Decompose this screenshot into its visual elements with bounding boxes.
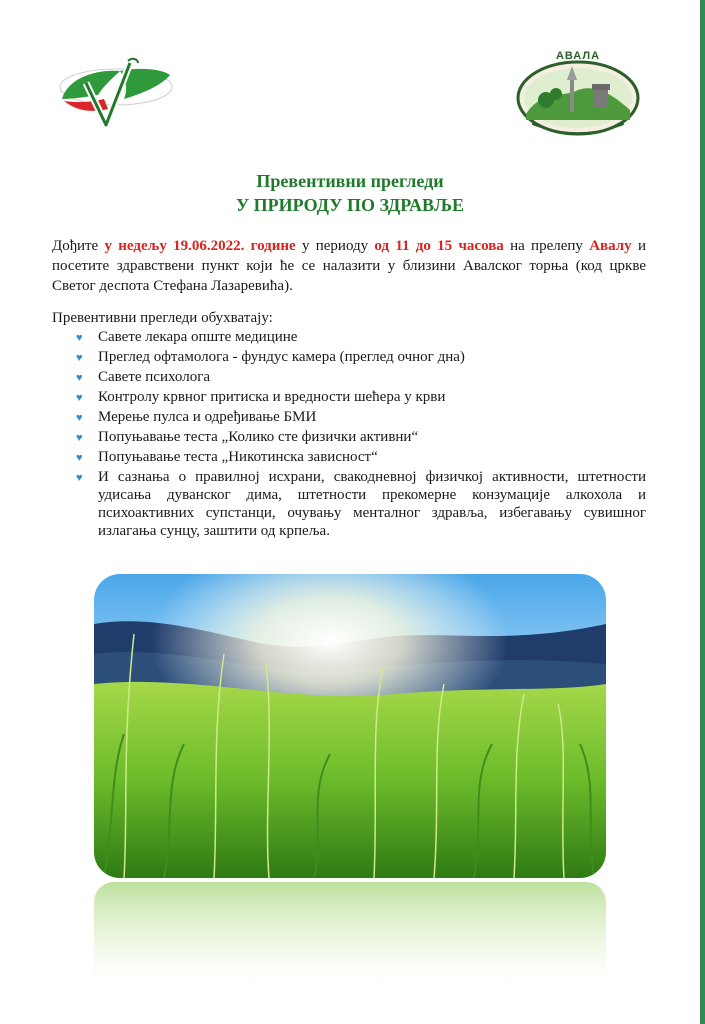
heart-bullet-icon: ♥	[76, 352, 83, 364]
list-item: ♥ Контролу крвног притиска и вредности шећера у крви	[76, 389, 446, 405]
photo-reflection	[94, 882, 606, 992]
event-place: Авалу	[589, 238, 632, 254]
nature-photo	[94, 574, 606, 878]
list-item: ♥ Савете лекара опште медицине	[76, 329, 298, 345]
page-right-border	[700, 0, 705, 1024]
list-item: ♥ Преглед офтамолога - фундус камера (преглед очног дна)	[76, 349, 465, 365]
event-date: у недељу 19.06.2022. године	[104, 238, 296, 254]
services-list	[76, 328, 646, 542]
avala-logo	[512, 50, 644, 142]
heart-bullet-icon: ♥	[76, 332, 83, 344]
heart-bullet-icon: ♥	[76, 392, 83, 404]
event-time: од 11 до 15 часова	[374, 238, 504, 254]
list-item: ♥ Савете психолога	[76, 369, 211, 385]
intro-text-2: у периоду	[295, 238, 375, 254]
heart-bullet-icon: ♥	[76, 372, 83, 384]
avala-logo-text: АВАЛА	[555, 50, 601, 62]
heart-bullet-icon: ♥	[76, 472, 83, 484]
intro-paragraph	[52, 236, 646, 296]
list-item: ♥ Мерење пулса и одређивање БМИ	[76, 409, 317, 425]
title-line-2: У ПРИРОДУ ПО ЗДРАВЉЕ	[235, 195, 465, 215]
list-item: ♥ Попуњавање теста „Никотинска зависност“	[76, 449, 378, 465]
heart-bullet-icon: ♥	[76, 452, 83, 464]
intro-text-3: на прелепу	[503, 238, 590, 254]
heart-bullet-icon: ♥	[76, 412, 83, 424]
list-item: ♥ И сазнања о правилној исхрани, свакодневној физичкој активности, штетности удисања дуванског дима, штетности прекомерне конзумације алкохола и психоактивних супстанци, очувању менталног здравља, избегавању сувишног излагања сунцу, заштити од крпеља.	[76, 469, 646, 539]
intro-text-1: Дођите	[52, 238, 105, 254]
list-item: ♥ Попуњавање теста „Колико сте физички активни“	[76, 429, 419, 445]
title-line-1: Превентивни прегледи	[256, 171, 444, 191]
heart-bullet-icon: ♥	[76, 432, 83, 444]
list-intro: Превентивни прегледи обухватају:	[52, 310, 273, 326]
intro-text-4: и посетите здравствени пункт који ће се налазити у близини Авалског торња (код цркве Светог деспота Стефана Лазаревића).	[52, 238, 646, 294]
health-center-logo	[58, 55, 176, 133]
